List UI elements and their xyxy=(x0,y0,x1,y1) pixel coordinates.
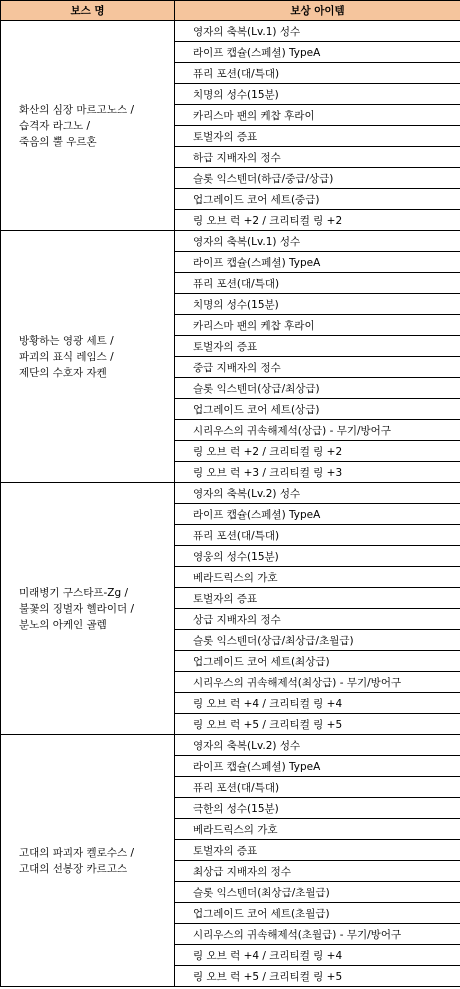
table-body xyxy=(1,21,460,987)
reward-item-cell: 영자의 축복(Lv.1) 성수 xyxy=(175,21,460,42)
reward-item-cell: 치명의 성수(15분) xyxy=(175,84,460,105)
reward-item-cell: 영자의 축복(Lv.2) 성수 xyxy=(175,735,460,756)
reward-item-cell: 업그레이드 코어 세트(최상급) xyxy=(175,651,460,672)
reward-item-cell: 토벌자의 증표 xyxy=(175,588,460,609)
reward-item-cell: 라이프 캡슐(스페셜) TypeA xyxy=(175,504,460,525)
reward-item-cell: 퓨리 포션(대/특대) xyxy=(175,63,460,84)
reward-item-cell: 토벌자의 증표 xyxy=(175,126,460,147)
reward-item-cell: 라이프 캡슐(스페셜) TypeA xyxy=(175,42,460,63)
reward-item-cell: 슬롯 익스텐더(최상급/초월급) xyxy=(175,882,460,903)
boss-name-line: 파괴의 표식 레임스 / xyxy=(19,350,114,363)
reward-item-cell: 영웅의 성수(15분) xyxy=(175,546,460,567)
reward-item-cell: 카리스마 팬의 케찹 후라이 xyxy=(175,315,460,336)
reward-item-cell: 슬롯 익스텐더(하급/중급/상급) xyxy=(175,168,460,189)
reward-item-cell: 퓨리 포션(대/특대) xyxy=(175,273,460,294)
boss-name-cell xyxy=(1,735,175,987)
reward-item-cell: 링 오브 럭 +4 / 크리티컬 링 +4 xyxy=(175,693,460,714)
boss-name-line: 미래병기 구스타프-Zg / xyxy=(19,586,129,599)
boss-name-line: 습격자 라그노 / xyxy=(19,119,91,132)
reward-item-cell: 영자의 축복(Lv.1) 성수 xyxy=(175,231,460,252)
boss-column-header: 보스 명 xyxy=(1,1,175,21)
boss-name-line: 고대의 파괴자 켈로수스 / xyxy=(19,846,134,859)
reward-item-cell: 영자의 축복(Lv.2) 성수 xyxy=(175,483,460,504)
boss-name-cell xyxy=(1,231,175,483)
reward-item-cell: 하급 지배자의 정수 xyxy=(175,147,460,168)
boss-name-line: 불꽃의 징벌자 헬라이더 / xyxy=(19,602,134,615)
reward-item-cell: 라이프 캡슐(스페셜) TypeA xyxy=(175,252,460,273)
table-row xyxy=(1,21,460,42)
reward-item-cell: 극한의 성수(15분) xyxy=(175,798,460,819)
reward-item-cell: 링 오브 럭 +5 / 크리티컬 링 +5 xyxy=(175,714,460,735)
reward-item-cell: 치명의 성수(15분) xyxy=(175,294,460,315)
reward-item-cell: 링 오브 럭 +2 / 크리티컬 링 +2 xyxy=(175,441,460,462)
boss-name-cell xyxy=(1,483,175,735)
reward-item-cell: 베라드릭스의 가호 xyxy=(175,819,460,840)
reward-item-cell: 업그레이드 코어 세트(상급) xyxy=(175,399,460,420)
table-row xyxy=(1,231,460,252)
reward-item-cell: 업그레이드 코어 세트(초월급) xyxy=(175,903,460,924)
boss-name-line: 제단의 수호자 자켄 xyxy=(19,366,107,379)
reward-item-cell: 상급 지배자의 정수 xyxy=(175,609,460,630)
boss-name-line: 죽음의 뿔 우르혼 xyxy=(19,135,97,148)
boss-name-line: 화산의 심장 마르고노스 / xyxy=(19,103,134,116)
reward-item-cell: 베라드릭스의 가호 xyxy=(175,567,460,588)
reward-item-cell: 링 오브 럭 +3 / 크리티컬 링 +3 xyxy=(175,462,460,483)
reward-item-cell: 슬롯 익스텐더(상급/최상급/초월급) xyxy=(175,630,460,651)
reward-item-cell: 퓨리 포션(대/특대) xyxy=(175,777,460,798)
reward-item-cell: 슬롯 익스텐더(상급/최상급) xyxy=(175,378,460,399)
reward-item-cell: 중급 지배자의 정수 xyxy=(175,357,460,378)
reward-item-cell: 라이프 캡슐(스페셜) TypeA xyxy=(175,756,460,777)
table-row xyxy=(1,735,460,756)
reward-item-cell: 시리우스의 귀속해제석(초월급) - 무기/방어구 xyxy=(175,924,460,945)
header-row xyxy=(1,1,460,21)
reward-item-cell: 업그레이드 코어 세트(중급) xyxy=(175,189,460,210)
boss-name-cell xyxy=(1,21,175,231)
reward-item-cell: 링 오브 럭 +4 / 크리티컬 링 +4 xyxy=(175,945,460,966)
boss-name-line: 분노의 아케인 골렘 xyxy=(19,618,107,631)
boss-name-line: 방황하는 영광 세트 / xyxy=(19,334,114,347)
reward-column-header: 보상 아이템 xyxy=(175,1,460,21)
table-row xyxy=(1,483,460,504)
reward-item-cell: 링 오브 럭 +2 / 크리티컬 링 +2 xyxy=(175,210,460,231)
reward-item-cell: 최상급 지배자의 정수 xyxy=(175,861,460,882)
reward-item-cell: 시리우스의 귀속해제석(상급) - 무기/방어구 xyxy=(175,420,460,441)
reward-item-cell: 토벌자의 증표 xyxy=(175,840,460,861)
reward-item-cell: 카리스마 팬의 케찹 후라이 xyxy=(175,105,460,126)
reward-item-cell: 링 오브 럭 +5 / 크리티컬 링 +5 xyxy=(175,966,460,987)
reward-item-cell: 토벌자의 증표 xyxy=(175,336,460,357)
reward-item-cell: 시리우스의 귀속해제석(최상급) - 무기/방어구 xyxy=(175,672,460,693)
boss-name-line: 고대의 선봉장 카르고스 xyxy=(19,862,128,875)
reward-item-cell: 퓨리 포션(대/특대) xyxy=(175,525,460,546)
